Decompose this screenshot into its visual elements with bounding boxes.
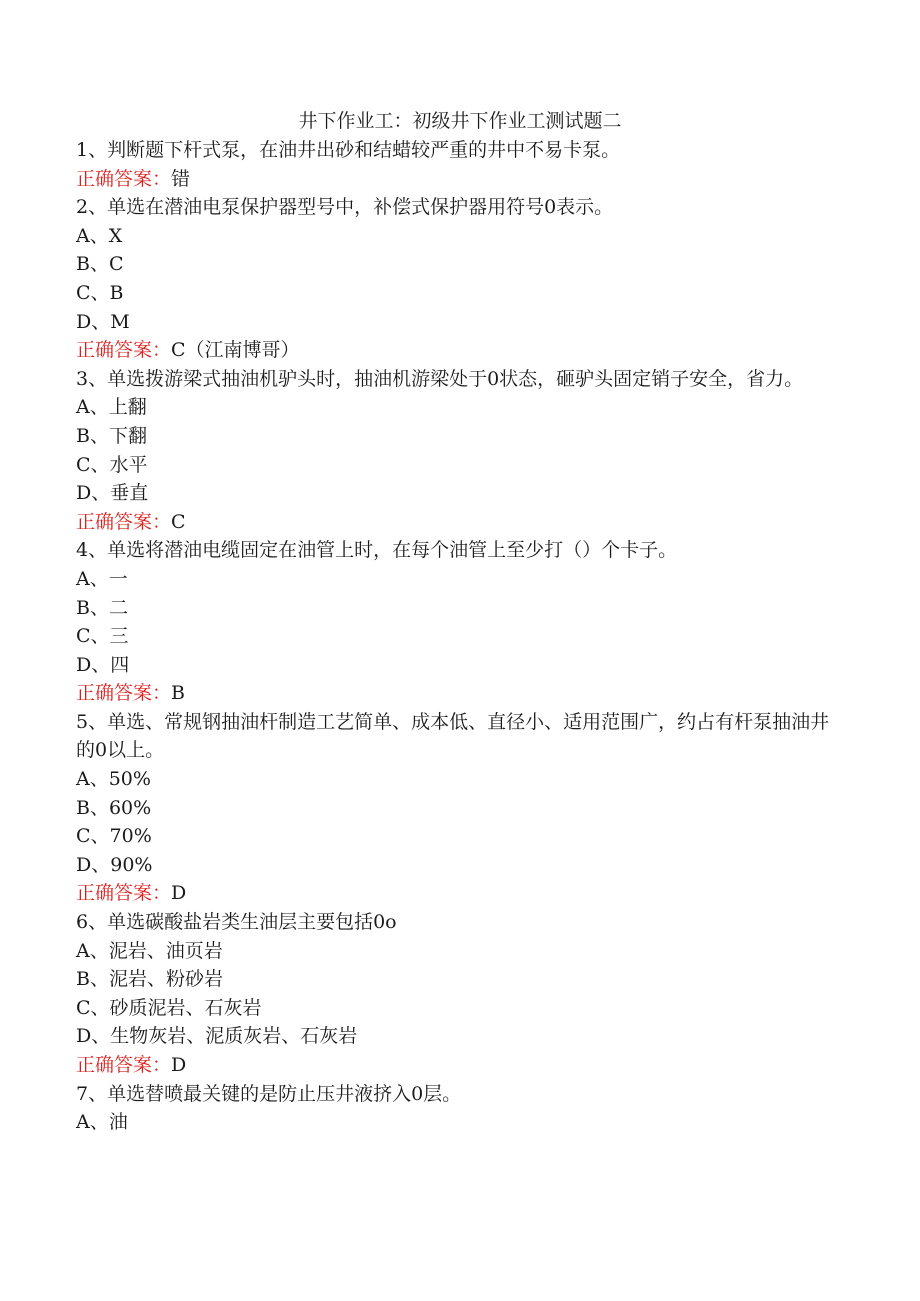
question-stem: 3、单选拨游梁式抽油机驴头时，抽油机游梁处于0状态，砸驴头固定销子安全，省力。 xyxy=(76,367,804,390)
question-1 xyxy=(76,136,836,193)
answer-label: 正确答案： xyxy=(76,339,172,362)
question-stem: 1、判断题下杆式泵，在油井出砂和结蜡较严重的井中不易卡泵。 xyxy=(76,139,621,161)
option-c: C、砂质泥岩、石灰岩 xyxy=(76,996,262,1019)
question-list xyxy=(76,136,836,1137)
option-a: A、50% xyxy=(76,768,151,791)
option-b: B、泥岩、粉砂岩 xyxy=(76,968,223,991)
answer-value: C（江南博哥） xyxy=(171,339,300,362)
option-b: B、下翻 xyxy=(76,424,147,447)
answer-value: C xyxy=(171,510,186,533)
option-a: A、上翻 xyxy=(76,396,147,419)
answer-line xyxy=(76,336,836,365)
question-stem: 4、单选将潜油电缆固定在油管上时，在每个油管上至少打（）个卡子。 xyxy=(76,539,678,562)
option-c: C、70% xyxy=(76,825,152,848)
option-a: A、X xyxy=(76,224,123,247)
option-d: D、四 xyxy=(76,653,130,676)
answer-line xyxy=(76,165,836,194)
option-b: B、C xyxy=(76,253,124,276)
answer-label: 正确答案： xyxy=(76,1054,172,1076)
option-b: B、二 xyxy=(76,596,128,619)
answer-line xyxy=(76,508,836,537)
option-d: D、M xyxy=(76,310,130,333)
answer-value: D xyxy=(171,1054,187,1076)
answer-label: 正确答案： xyxy=(76,510,172,533)
answer-label: 正确答案： xyxy=(76,167,172,190)
answer-label: 正确答案： xyxy=(76,682,172,705)
option-a: A、泥岩、油页岩 xyxy=(76,939,223,962)
question-6 xyxy=(76,908,836,1080)
answer-value: D xyxy=(171,882,187,905)
option-d: D、90% xyxy=(76,853,153,876)
option-c: C、B xyxy=(76,281,124,304)
option-c: C、三 xyxy=(76,625,129,648)
option-a: A、油 xyxy=(76,1111,128,1134)
question-4 xyxy=(76,536,836,708)
question-5 xyxy=(76,708,836,908)
question-2 xyxy=(76,193,836,365)
option-c: C、水平 xyxy=(76,453,148,476)
question-stem: 2、单选在潜油电泵保护器型号中，补偿式保护器用符号0表示。 xyxy=(76,196,614,219)
question-7 xyxy=(76,1080,836,1137)
question-3 xyxy=(76,365,836,537)
option-d: D、垂直 xyxy=(76,482,149,505)
answer-line xyxy=(76,879,836,908)
option-b: B、60% xyxy=(76,796,152,819)
document-title: 井下作业工：初级井下作业工测试题二 xyxy=(298,110,622,132)
question-stem: 6、单选碳酸盐岩类生油层主要包括0o xyxy=(76,911,397,934)
answer-value: 错 xyxy=(171,167,191,190)
option-a: A、一 xyxy=(76,567,128,590)
answer-value: B xyxy=(171,682,185,705)
option-d: D、生物灰岩、泥质灰岩、石灰岩 xyxy=(76,1025,358,1048)
question-stem: 7、单选替喷最关键的是防止压井液挤入0层。 xyxy=(76,1082,462,1105)
answer-line xyxy=(76,1051,836,1080)
answer-label: 正确答案： xyxy=(76,882,172,905)
answer-line xyxy=(76,679,836,708)
question-stem: 5、单选、常规钢抽油杆制造工艺简单、成本低、直径小、适用范围广，约占有杆泵抽油井的0以上。 xyxy=(76,710,830,762)
